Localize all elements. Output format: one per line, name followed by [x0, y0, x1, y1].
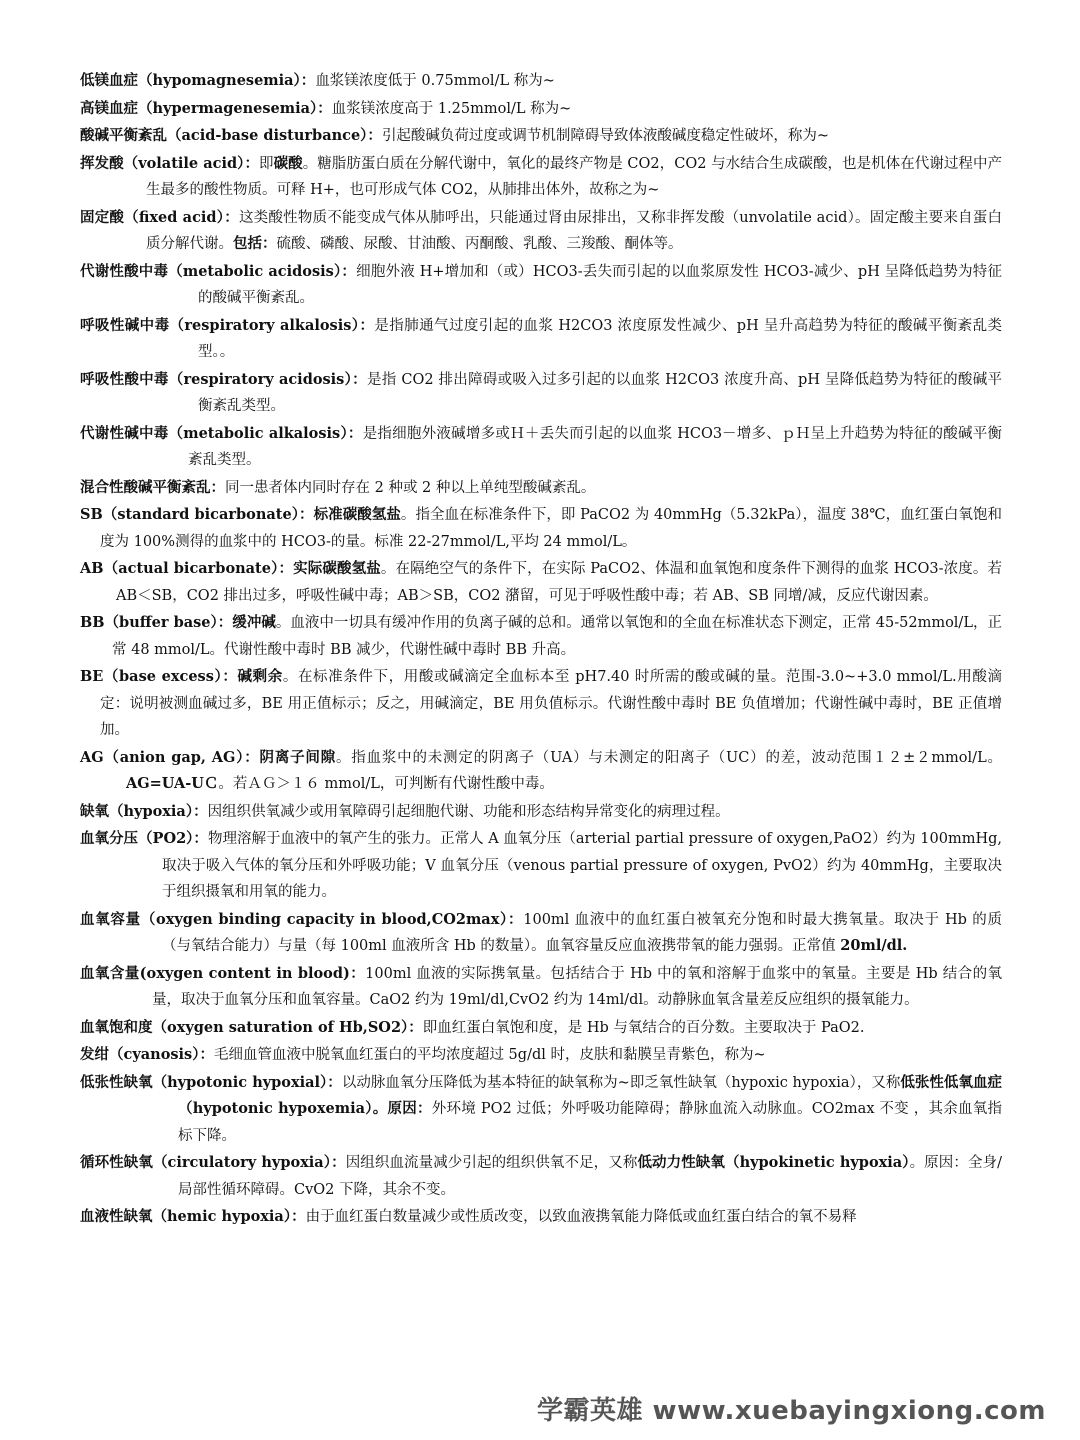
term-text: 。若ＡＧ＞１６ mmol/L，可判断有代谢性酸中毒。 [218, 776, 554, 792]
term-text: 引起酸碱负荷过度或调节机制障碍导致体液酸碱度稳定性破坏，称为~ [381, 128, 830, 144]
term-label: AG（anion gap, AG）：阴离子间隙 [80, 748, 336, 766]
term-text: 。血液中一切具有缓冲作用的负离子碱的总和。通常以氧饱和的全血在标准状态下测定，正常 45-52mmol/L，正常 48 mmol/L。代谢性酸中毒时 BB 减少，代谢性碱中毒时 BB 升高。 [112, 615, 1002, 658]
term-label: 缺氧（hypoxia）： [80, 802, 208, 820]
term-label: 呼吸性碱中毒（respiratory alkalosis）： [80, 316, 375, 334]
term-label: 高镁血症（hypermagenesemia）： [80, 99, 332, 117]
term-label: 循环性缺氧（circulatory hypoxia）： [80, 1154, 346, 1171]
term-text: 即血红蛋白氧饱和度，是 Hb 与氧结合的百分数。主要取决于 PaO2. [422, 1019, 865, 1036]
term-label: 血氧容量（oxygen binding capacity in blood,CO2max）： [80, 910, 524, 928]
term-label: AG=UA-UＣ [126, 775, 219, 792]
term-entry-hypermagnesemia [80, 96, 1002, 123]
term-text: 。在标准条件下，用酸或碱滴定全血标本至 pH7.40 时所需的酸或碱的量。范围-3.0~+3.0 mmol/L.用酸滴定：说明被测血碱过多，BE 用正值标示；反之，用碱滴定，BE 用负值标示。代谢性酸中毒时 BE 负值增加；代谢性碱中毒时，BE 正值增加。 [100, 669, 1002, 738]
term-entry-so2 [80, 1015, 1002, 1042]
term-entry-cyanosis [80, 1042, 1002, 1069]
term-text: 。原因：全身/局部性循环障碍。CvO2 下降，其余不变。 [178, 1155, 1003, 1198]
term-text: 外环境 PO2 过低；外呼吸功能障碍；静脉血流入动脉血。CO2max 不变 ，其余血氧指标下降。 [178, 1101, 1002, 1144]
glossary-document [80, 68, 1002, 1232]
term-entry-respiratory-acidosis [80, 367, 1002, 420]
term-label: 发绀（cyanosis）： [80, 1046, 214, 1063]
term-label: 低张性低氧血症（hypotonic hypoxemia）。原因： [178, 1073, 1002, 1117]
term-text: 。指血浆中的未测定的阴离子（UA）与未测定的阳离子（UC）的差，波动范围１２±２mmol/L。 [336, 749, 1002, 766]
term-label: 血氧饱和度（oxygen saturation of Hb,SO2）： [80, 1018, 423, 1036]
term-entry-bb [80, 610, 1002, 663]
term-text: 血浆镁浓度高于 1.25mmol/L 称为~ [331, 100, 572, 117]
term-text: 这类酸性物质不能变成气体从肺呼出，只能通过肾由尿排出，又称非挥发酸（unvolatile acid）。固定酸主要来自蛋白质分解代谢。 [146, 209, 1002, 252]
term-label: 呼吸性酸中毒（respiratory acidosis）： [80, 370, 367, 388]
term-text: 物理溶解于血液中的氧产生的张力。正常人 A 血氧分压（arterial partial pressure of oxygen,PaO2）约为 100mmHg,取决于吸入气体的氧分压和外呼吸功能；V 血氧分压（venous partial pressure of oxygen, PvO2）约为 40mmHg，主要取决于组织摄氧和用氧的能力。 [162, 831, 1002, 900]
term-entry-co2max [80, 907, 1002, 960]
term-text: 因组织血流量减少引起的组织供氧不足，又称 [345, 1155, 638, 1171]
term-label: 酸碱平衡紊乱（acid-base disturbance）： [80, 127, 382, 144]
term-label: 低镁血症（hypomagnesemia）： [80, 72, 316, 89]
term-label: 混合性酸碱平衡紊乱： [80, 478, 225, 496]
term-text: 100ml 血液的实际携氧量。包括结合于 Hb 中的氧和溶解于血浆中的氧量。主要是 Hb 结合的氧量，取决于血氧分压和血氧容量。CaO2 约为 19ml/dl,CvO2 约为 14ml/dl。动静脉血氧含量差反应组织的摄氧能力。 [152, 965, 1002, 1008]
term-entry-be [80, 664, 1002, 744]
term-text: 细胞外液 H+增加和（或）HCO3-丢失而引起的以血浆原发性 HCO3-减少、pH 呈降低趋势为特征的酸碱平衡紊乱。 [198, 263, 1002, 306]
term-entry-metabolic-alkalosis [80, 421, 1002, 474]
term-label: 低动力性缺氧（hypokinetic hypoxia） [637, 1154, 910, 1171]
term-text: 100ml 血液中的血红蛋白被氧充分饱和时最大携氧量。取决于 Hb 的质（与氧结合能力）与量（每 100ml 血液所含 Hb 的数量）。血氧容量反应血液携带氧的能力强弱。正常值 [162, 911, 1002, 954]
term-entry-ab [80, 556, 1002, 609]
term-entry-circulatory-hypoxia [80, 1150, 1002, 1203]
term-text: 以动脉血氧分压降低为基本特征的缺氧称为~即乏氧性缺氧（hypoxic hypoxia），又称 [341, 1074, 901, 1091]
term-label: BB（buffer base）：缓冲碱 [80, 614, 276, 631]
term-text: 。指全血在标准条件下，即 PaCO2 为 40mmHg（5.32kPa），温度 38℃，血红蛋白氧饱和度为 100%测得的血浆中的 HCO3-的量。标准 22-27mmol/L,平均 24 mmol/L。 [100, 507, 1002, 550]
term-label: 代谢性碱中毒（metabolic alkalosis）： [80, 424, 363, 442]
term-entry-volatile-acid [80, 151, 1002, 204]
term-entry-respiratory-alkalosis [80, 313, 1002, 366]
term-text: 因组织供氧减少或用氧障碍引起细胞代谢、功能和形态结构异常变化的病理过程。 [207, 803, 730, 820]
term-entry-hypotonic-hypoxia [80, 1070, 1002, 1150]
term-entry-metabolic-acidosis [80, 259, 1002, 312]
term-label: 挥发酸（volatile acid）： [80, 154, 260, 172]
term-text: 由于血红蛋白数量减少或性质改变，以致血液携氧能力降低或血红蛋白结合的氧不易释 [305, 1209, 857, 1225]
term-text: 是指细胞外液碱增多或Ｈ＋丢失而引起的以血浆 HCO3－增多、ｐＨ呈上升趋势为特征的酸碱平衡紊乱类型。 [188, 425, 1002, 468]
term-entry-ag [80, 745, 1002, 798]
term-text: 是指 CO2 排出障碍或吸入过多引起的以血浆 H2CO3 浓度升高、pH 呈降低趋势为特征的酸碱平衡紊乱类型。 [198, 371, 1002, 414]
term-label: 20ml/dl. [840, 937, 908, 954]
term-label: 血液性缺氧（hemic hypoxia）： [80, 1208, 306, 1225]
term-label: BE（base excess）：碱剩余 [80, 668, 283, 685]
term-text: 。糖脂肪蛋白质在分解代谢中，氧化的最终产物是 CO2，CO2 与水结合生成碳酸，也是机体在代谢过程中产生最多的酸性物质。可释 H+，也可形成气体 CO2，从肺排出体外，故称之为~ [146, 155, 1003, 198]
term-label: 血氧分压（PO2）： [80, 830, 208, 847]
term-label: 血氧含量(oxygen content in blood)： [80, 964, 366, 982]
term-label: SB（standard bicarbonate）：标准碳酸氢盐 [80, 506, 401, 523]
term-text: 硫酸、磷酸、尿酸、甘油酸、丙酮酸、乳酸、三羧酸、酮体等。 [276, 236, 683, 252]
term-text: 即 [259, 155, 274, 172]
term-text: 是指肺通气过度引起的血浆 H2CO3 浓度原发性减少、pH 呈升高趋势为特征的酸碱平衡紊乱类型。。 [198, 317, 1002, 360]
term-entry-hypoxia [80, 799, 1002, 826]
term-entry-mixed-disturbance [80, 475, 1002, 502]
term-entry-fixed-acid [80, 205, 1002, 258]
term-entry-oxygen-content [80, 961, 1002, 1014]
term-label: 固定酸（fixed acid）： [80, 208, 239, 226]
term-entry-hemic-hypoxia [80, 1204, 1002, 1231]
term-text: 毛细血管血液中脱氧血红蛋白的平均浓度超过 5g/dl 时，皮肤和黏膜呈青紫色，称为~ [213, 1047, 766, 1063]
term-label: 低张性缺氧（hypotonic hypoxial）： [80, 1073, 342, 1091]
watermark-footer: 学霸英雄 www.xuebayingxiong.com [537, 1396, 1046, 1426]
term-text: 同一患者体内同时存在 2 种或 2 种以上单纯型酸碱紊乱。 [225, 479, 596, 496]
term-label: AB（actual bicarbonate）：实际碳酸氢盐 [80, 560, 381, 577]
term-label: 碳酸 [273, 154, 303, 172]
term-entry-acid-base-disturbance [80, 123, 1002, 150]
term-label: 代谢性酸中毒（metabolic acidosis）： [80, 262, 357, 280]
term-entry-sb [80, 502, 1002, 555]
term-text: 。在隔绝空气的条件下，在实际 PaCO2、体温和血氧饱和度条件下测得的血浆 HCO3-浓度。若 AB＜SB，CO2 排出过多，呼吸性碱中毒；AB＞SB，CO2 潴留，可见于呼吸性酸中毒；若 AB、SB 同增/减，反应代谢因素。 [116, 561, 1002, 604]
term-entry-hypomagnesemia [80, 68, 1002, 95]
term-text: 血浆镁浓度低于 0.75mmol/L 称为~ [315, 73, 555, 89]
term-entry-po2 [80, 826, 1002, 906]
term-label: 包括： [233, 235, 277, 252]
